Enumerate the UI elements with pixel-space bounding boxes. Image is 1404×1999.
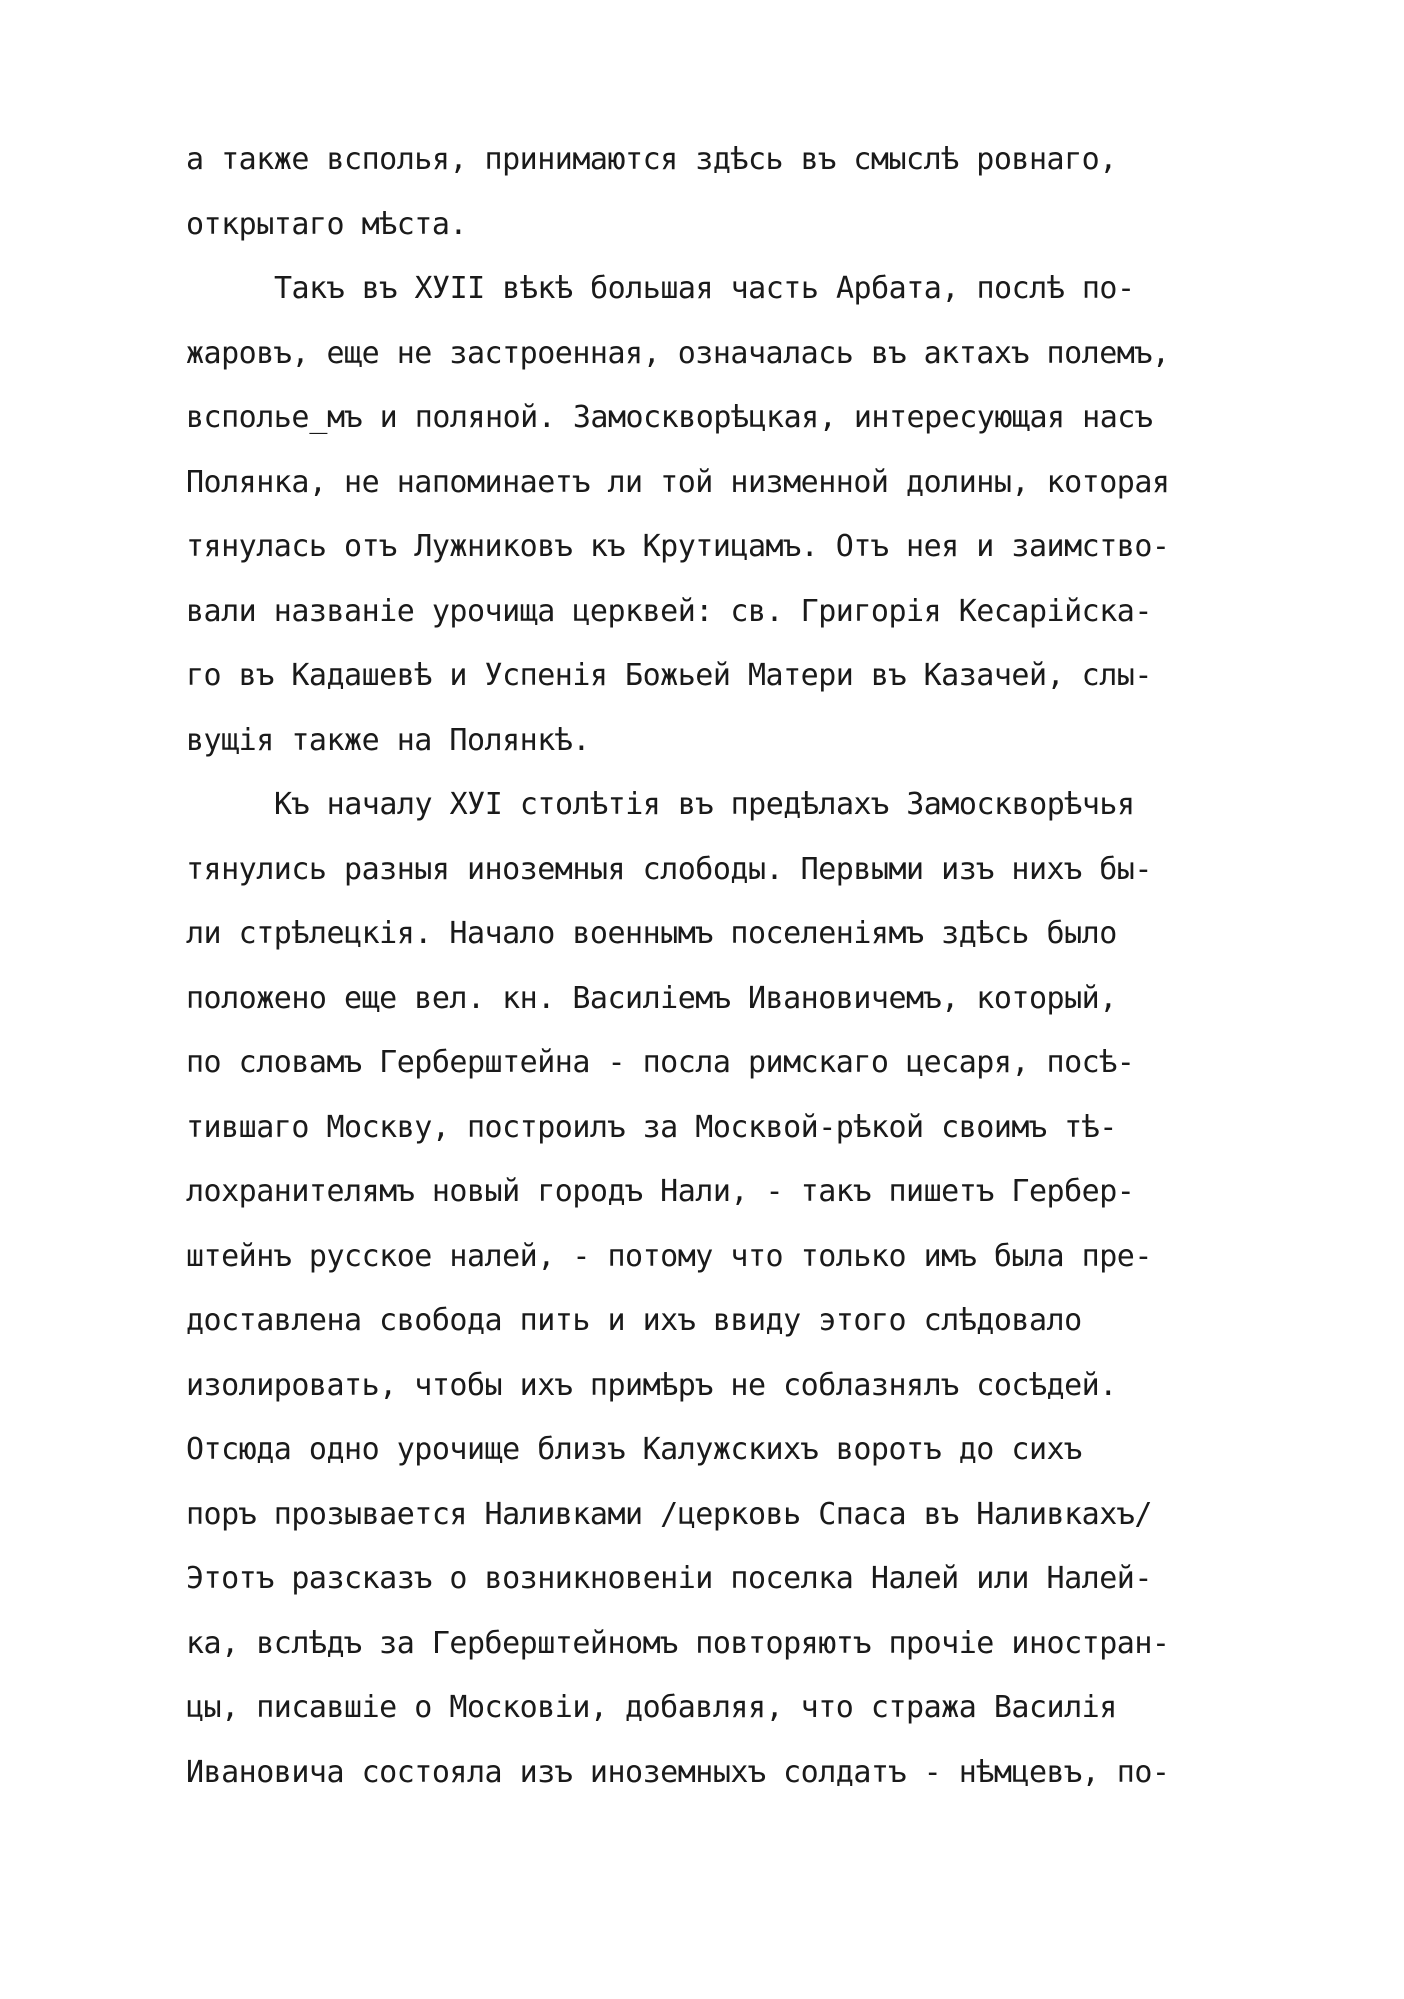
- text-line: тянулась отъ Лужниковъ къ Крутицамъ. Отъ нея и заимство-: [186, 529, 1170, 564]
- text-line: доставлена свобода пить и ихъ ввиду этого слѣдовало: [186, 1303, 1082, 1338]
- text-line: ка, вслѣдъ за Герберштейномъ повторяютъ прочiе иностран-: [186, 1625, 1170, 1661]
- text-line: ли стрѣлецкiя. Начало военнымъ поселенiямъ здѣсь было: [186, 916, 1117, 951]
- text-line: поръ прозывается Наливками /церковь Спаса въ Наливкахъ/: [186, 1496, 1152, 1532]
- text-line: изолировать, чтобы ихъ примѣръ не соблазнялъ сосѣдей.: [186, 1367, 1117, 1403]
- text-line: вали названiе урочища церквей: св. Григорiя Кесарiйска-: [186, 593, 1152, 629]
- text-line: открытаго мѣста.: [186, 206, 467, 242]
- text-line: всполье̲мъ и поляной. Замоскворѣцкая, интересующая насъ: [186, 400, 1153, 435]
- text-line: Полянка, не напоминаетъ ли той низменной долины, которая: [186, 464, 1170, 500]
- text-line: штейнъ русское налей, - потому что только имъ была пре-: [186, 1238, 1152, 1274]
- text-line: цы, писавшiе о Московiи, добавляя, что стража Василiя: [186, 1690, 1117, 1725]
- text-line: Этотъ разсказъ о возникновенiи поселка Налей или Налей-: [186, 1561, 1152, 1596]
- text-line: вущiя также на Полянкѣ.: [186, 722, 590, 758]
- text-line: по словамъ Герберштейна - посла римскаго цесаря, посѣ-: [186, 1045, 1135, 1080]
- text-line: Отсюда одно урочище близъ Калужскихъ воротъ до сихъ: [186, 1432, 1082, 1467]
- text-line: жаровъ, еще не застроенная, означалась въ актахъ полемъ,: [186, 335, 1170, 371]
- text-line: положено еще вел. кн. Василiемъ Ивановичемъ, который,: [186, 980, 1117, 1016]
- paragraph-start-line: Такъ въ XУII вѣкѣ большая часть Арбата, послѣ по-: [274, 271, 1135, 306]
- text-line: лохранителямъ новый городъ Нали, - такъ пишетъ Гербер-: [186, 1174, 1135, 1209]
- text-line: го въ Кадашевѣ и Успенiя Божьей Матери въ Казачей, слы-: [186, 658, 1152, 693]
- paragraph-start-line: Къ началу XУI столѣтiя въ предѣлахъ Замоскворѣчья: [274, 787, 1135, 822]
- text-line: тянулись разныя иноземныя слободы. Первыми изъ нихъ бы-: [186, 851, 1152, 887]
- typewritten-text: [186, 128, 1186, 1805]
- text-line: тившаго Москву, построилъ за Москвой-рѣкой своимъ тѣ-: [186, 1109, 1117, 1145]
- text-line: Ивановича состояла изъ иноземныхъ солдатъ - нѣмцевъ, по-: [186, 1754, 1170, 1790]
- text-line: а также всполья, принимаются здѣсь въ смыслѣ ровнаго,: [186, 142, 1117, 177]
